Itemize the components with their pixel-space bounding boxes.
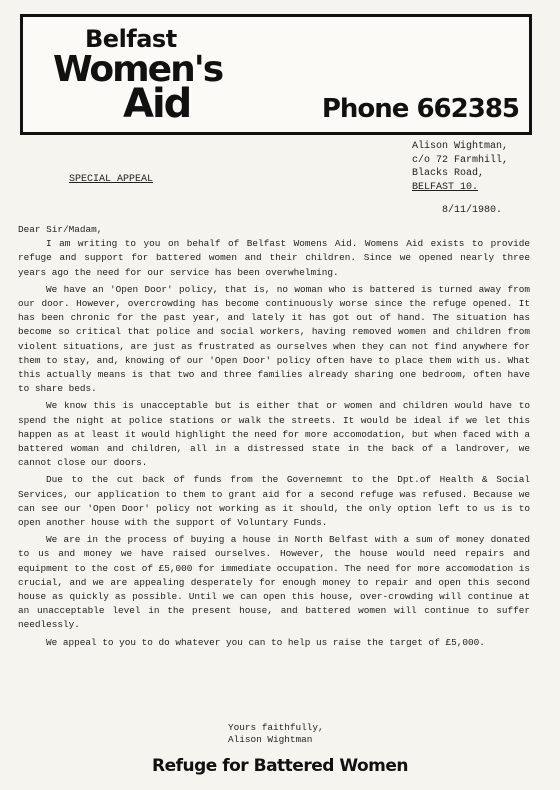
- footer-tagline: Refuge for Battered Women: [152, 756, 408, 776]
- letterhead-box: [20, 14, 532, 135]
- paragraph: We have an 'Open Door' policy, that is, no woman who is battered is turned away from our door. However, overcrowding has become continuously worse since the refuge opened. It has been chronic for the past year, and lately it has got out of hand. The situation has become so critical that police and social workers, having removed women and children from violent situations, are just as frustrated as ourselves when they can not find anywhere for them to stay, and, knowing of our 'Open Door' policy often have to place them with us. What this actually means is that two and three families already sharing one bedroom, often have to share beds.: [18, 283, 530, 395]
- paragraph: We know this is unacceptable but is either that or women and children would have to spend the night at police stations or walk the streets. It would be ideal if we let this happen as at least it would highlight the need for more accomodation, but when faced with a battered woman and children, all in a distressed state in the back of a landrover, we cannot close our doors.: [18, 400, 530, 469]
- logo-line-aid: Aid: [123, 81, 191, 127]
- letter-date: 8/11/1980.: [442, 205, 503, 216]
- letter-body: [18, 223, 530, 653]
- paragraph: Due to the cut back of funds from the Governemnt to the Dpt.of Health & Social Services, our application to them to grant aid for a second refuge was refused. Because we can see our 'Open Door' policy not working as it should, the only option left to us is to open another house with the support of Voluntary Funds.: [18, 474, 530, 529]
- address-name: Alison Wightman,: [412, 141, 509, 152]
- belfast-womens-aid-logo: [53, 25, 223, 133]
- logo-line-womens: Women's: [53, 49, 223, 90]
- logo-line-belfast: Belfast: [85, 25, 177, 53]
- address-line2: Blacks Road,: [412, 168, 485, 179]
- signature-name: Alison Wightman: [228, 734, 313, 745]
- phone-number: Phone 662385: [321, 94, 519, 124]
- letter-heading: SPECIAL APPEAL: [69, 174, 154, 185]
- closing-line: Yours faithfully,: [228, 722, 324, 733]
- closing-block: [228, 722, 324, 746]
- paragraph: I am writing to you on behalf of Belfast Womens Aid. Womens Aid exists to provide refuge and support for battered women and their children. Since we opened nearly three years ago the need for our service has been overwhelming.: [18, 238, 530, 278]
- salutation: Dear Sir/Madam,: [18, 224, 103, 235]
- paragraph: We are in the process of buying a house in North Belfast with a sum of money donated to us and money we have raised ourselves. However, the house would need repairs and equipment to the cost of £5,000 for immediate occupation. The need for more accomodation is crucial, and we are appealing desperately for enough money to repair and open this second house as quickly as possible. Until we can open this house, over-crowding will continue at an unacceptable level in the present house, and battered women will continue to suffer needlessly.: [18, 534, 530, 631]
- paragraph: We appeal to you to do whatever you can to help us raise the target of £5,000.: [46, 636, 485, 648]
- address-line1: c/o 72 Farmhill,: [412, 154, 509, 166]
- address-line3: BELFAST 10.: [412, 181, 479, 193]
- sender-address: [412, 140, 552, 194]
